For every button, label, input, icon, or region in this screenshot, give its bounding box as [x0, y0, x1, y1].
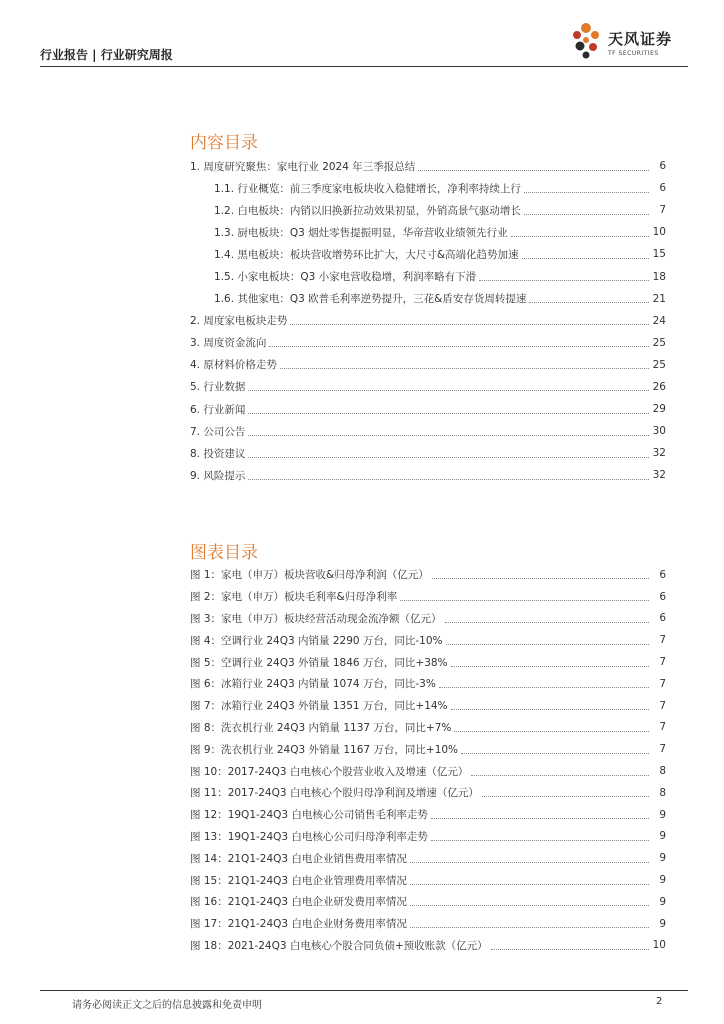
leader-dots: [269, 346, 649, 347]
figure-entry-label: 图 7：冰箱行业 24Q3 外销量 1351 万台，同比+14%: [190, 700, 448, 713]
leader-dots: [445, 622, 649, 623]
toc-entry-label: 2. 周度家电板块走势: [190, 315, 288, 328]
figure-entry[interactable]: [190, 891, 666, 913]
company-logo: [568, 22, 688, 62]
figure-entry[interactable]: [190, 913, 666, 935]
leader-dots: [524, 214, 649, 215]
figure-entry-page: 9: [659, 808, 666, 821]
figure-entry-page: 6: [659, 568, 666, 581]
toc-entry-page: 6: [659, 160, 666, 173]
leader-dots: [418, 170, 649, 171]
figure-entry-label: 图 2：家电（申万）板块毛利率&归母净利率: [190, 591, 398, 604]
toc-entry-page: 26: [652, 380, 666, 393]
toc-entry-label: 5. 行业数据: [190, 381, 246, 394]
toc-entry-page: 15: [652, 248, 666, 261]
leader-dots: [248, 479, 649, 480]
figure-entry-page: 9: [659, 830, 666, 843]
figure-entry[interactable]: [190, 608, 666, 630]
figure-entry-label: 图 12：19Q1-24Q3 白电核心公司销售毛利率走势: [190, 809, 428, 822]
leader-dots: [248, 435, 649, 436]
figure-entry-page: 8: [659, 765, 666, 778]
figure-entry[interactable]: [190, 826, 666, 848]
toc-entry-label: 1.6. 其他家电：Q3 欧普毛利率逆势提升，三花&盾安存货周转提速: [214, 293, 527, 306]
leader-dots: [529, 302, 649, 303]
toc-entry-label: 1.5. 小家电板块：Q3 小家电营收稳增，利润率略有下滑: [214, 271, 477, 284]
toc-entry[interactable]: [190, 398, 666, 420]
figure-entry-label: 图 1：家电（申万）板块营收&归母净利润（亿元）: [190, 569, 429, 582]
figure-entry-page: 7: [659, 656, 666, 669]
toc-entry-page: 21: [652, 292, 666, 305]
figure-entry[interactable]: [190, 586, 666, 608]
leader-dots: [461, 753, 649, 754]
toc-entry-label: 3. 周度资金流向: [190, 337, 267, 350]
figure-entry[interactable]: [190, 695, 666, 717]
figure-entry-label: 图 9：洗衣机行业 24Q3 外销量 1167 万台，同比+10%: [190, 743, 459, 756]
toc-entry-label: 1.1. 行业概览：前三季度家电板块收入稳健增长，净利率持续上行: [214, 182, 521, 195]
figure-entry[interactable]: [190, 564, 666, 586]
toc-entry[interactable]: [190, 177, 666, 199]
toc-entry-label: 6. 行业新闻: [190, 403, 246, 416]
figure-entry-label: 图 13：19Q1-24Q3 白电核心公司归母净利率走势: [190, 830, 428, 843]
figure-entry-page: 7: [659, 634, 666, 647]
figure-entry-page: 7: [659, 721, 666, 734]
leader-dots: [471, 775, 649, 776]
logo-text: 天风证券: [608, 30, 673, 48]
footer-divider: [40, 990, 688, 991]
toc-entry-page: 25: [652, 358, 666, 371]
figure-entry-label: 图 15：21Q1-24Q3 白电企业管理费用率情况: [190, 874, 407, 887]
toc-entry-label: 8. 投资建议: [190, 447, 246, 460]
figure-entry-label: 图 6：冰箱行业 24Q3 内销量 1074 万台，同比-3%: [190, 678, 436, 691]
leader-dots: [248, 413, 649, 414]
leader-dots: [400, 600, 649, 601]
figure-entry-label: 图 5：空调行业 24Q3 外销量 1846 万台，同比+38%: [190, 656, 448, 669]
figure-entry-page: 7: [659, 743, 666, 756]
figure-entry-label: 图 14：21Q1-24Q3 白电企业销售费用率情况: [190, 852, 407, 865]
figure-entry-label: 图 17：21Q1-24Q3 白电企业财务费用率情况: [190, 918, 407, 931]
toc-entry[interactable]: [190, 243, 666, 265]
figure-entry[interactable]: [190, 651, 666, 673]
figure-entry[interactable]: [190, 804, 666, 826]
leader-dots: [482, 796, 649, 797]
toc-entry-page: 7: [659, 204, 666, 217]
figure-entry[interactable]: [190, 760, 666, 782]
toc-entry-page: 18: [652, 270, 666, 283]
toc-entry-label: 7. 公司公告: [190, 425, 246, 438]
leader-dots: [431, 818, 649, 819]
figure-entry[interactable]: [190, 847, 666, 869]
toc-entry[interactable]: [190, 332, 666, 354]
header-divider: [40, 66, 688, 67]
toc-entry-label: 9. 风险提示: [190, 469, 246, 482]
toc-entry-page: 30: [652, 425, 666, 438]
leader-dots: [479, 280, 649, 281]
toc-entry[interactable]: [190, 354, 666, 376]
leader-dots: [248, 390, 649, 391]
leader-dots: [410, 905, 649, 906]
leader-dots: [451, 709, 649, 710]
leader-dots: [410, 884, 649, 885]
toc-entry-label: 1.4. 黑电板块：板块营收增势环比扩大，大尺寸&高端化趋势加速: [214, 248, 519, 261]
toc-entry[interactable]: [190, 464, 666, 486]
toc-entry[interactable]: [190, 199, 666, 221]
leader-dots: [410, 927, 649, 928]
figure-entry-label: 图 16：21Q1-24Q3 白电企业研发费用率情况: [190, 896, 407, 909]
report-category: 行业报告 | 行业研究周报: [40, 48, 173, 62]
toc-entry-label: 1. 周度研究聚焦：家电行业 2024 年三季报总结: [190, 160, 416, 173]
toc-entry[interactable]: [190, 155, 666, 177]
leader-dots: [248, 457, 649, 458]
figure-entry-page: 6: [659, 590, 666, 603]
figure-list: [190, 564, 666, 956]
table-of-contents: [190, 155, 666, 486]
figure-entry-page: 9: [659, 874, 666, 887]
leader-dots: [432, 578, 649, 579]
figure-entry-page: 8: [659, 786, 666, 799]
figure-entry-page: 7: [659, 677, 666, 690]
toc-entry-label: 1.3. 厨电板块：Q3 烟灶零售提振明显，华帝营收业绩领先行业: [214, 226, 508, 239]
toc-heading: 内容目录: [190, 133, 258, 153]
leader-dots: [290, 324, 649, 325]
leader-dots: [454, 731, 649, 732]
figure-entry-page: 9: [659, 895, 666, 908]
figure-entry-label: 图 11：2017-24Q3 白电核心个股归母净利润及增速（亿元）: [190, 787, 479, 800]
toc-entry-page: 29: [652, 403, 666, 416]
figure-entry[interactable]: [190, 717, 666, 739]
leader-dots: [511, 236, 649, 237]
toc-entry-page: 24: [652, 314, 666, 327]
flower-logo-icon: [568, 22, 604, 60]
page-number: 2: [656, 996, 663, 1007]
leader-dots: [446, 644, 649, 645]
figure-entry[interactable]: [190, 738, 666, 760]
figure-entry-label: 图 18：2021-24Q3 白电核心个股合同负债+预收账款（亿元）: [190, 939, 488, 952]
figure-entry[interactable]: [190, 869, 666, 891]
toc-entry-label: 1.2. 白电板块：内销以旧换新拉动效果初显，外销高景气驱动增长: [214, 204, 521, 217]
leader-dots: [410, 862, 649, 863]
toc-entry[interactable]: [190, 265, 666, 287]
figure-entry-label: 图 8：洗衣机行业 24Q3 内销量 1137 万台，同比+7%: [190, 721, 452, 734]
figure-entry-label: 图 10：2017-24Q3 白电核心个股营业收入及增速（亿元）: [190, 765, 469, 778]
leader-dots: [491, 949, 649, 950]
toc-entry[interactable]: [190, 310, 666, 332]
leader-dots: [451, 666, 649, 667]
figure-entry[interactable]: [190, 782, 666, 804]
leader-dots: [522, 258, 649, 259]
toc-entry[interactable]: [190, 376, 666, 398]
figure-entry-page: 7: [659, 699, 666, 712]
figure-entry-page: 6: [659, 612, 666, 625]
figure-entry-page: 9: [659, 852, 666, 865]
toc-entry[interactable]: [190, 442, 666, 464]
figure-entry-label: 图 3：家电（申万）板块经营活动现金流净额（亿元）: [190, 612, 442, 625]
logo-subtext: TF SECURITIES: [608, 50, 659, 57]
toc-entry-page: 32: [652, 447, 666, 460]
figure-entry-label: 图 4：空调行业 24Q3 内销量 2290 万台，同比-10%: [190, 634, 443, 647]
figure-entry-page: 10: [652, 939, 666, 952]
figure-entry[interactable]: [190, 935, 666, 957]
toc-entry[interactable]: [190, 288, 666, 310]
figure-entry[interactable]: [190, 629, 666, 651]
leader-dots: [431, 840, 649, 841]
leader-dots: [524, 192, 649, 193]
toc-entry-page: 25: [652, 336, 666, 349]
leader-dots: [280, 368, 649, 369]
figure-entry-page: 9: [659, 917, 666, 930]
figures-heading: 图表目录: [190, 543, 258, 563]
toc-entry-page: 10: [652, 226, 666, 239]
toc-entry-page: 6: [659, 182, 666, 195]
toc-entry-page: 32: [652, 469, 666, 482]
toc-entry[interactable]: [190, 221, 666, 243]
leader-dots: [439, 687, 649, 688]
toc-entry-label: 4. 原材料价格走势: [190, 359, 277, 372]
footer-disclaimer: 请务必阅读正文之后的信息披露和免责申明: [72, 1000, 262, 1011]
figure-entry[interactable]: [190, 673, 666, 695]
toc-entry[interactable]: [190, 420, 666, 442]
